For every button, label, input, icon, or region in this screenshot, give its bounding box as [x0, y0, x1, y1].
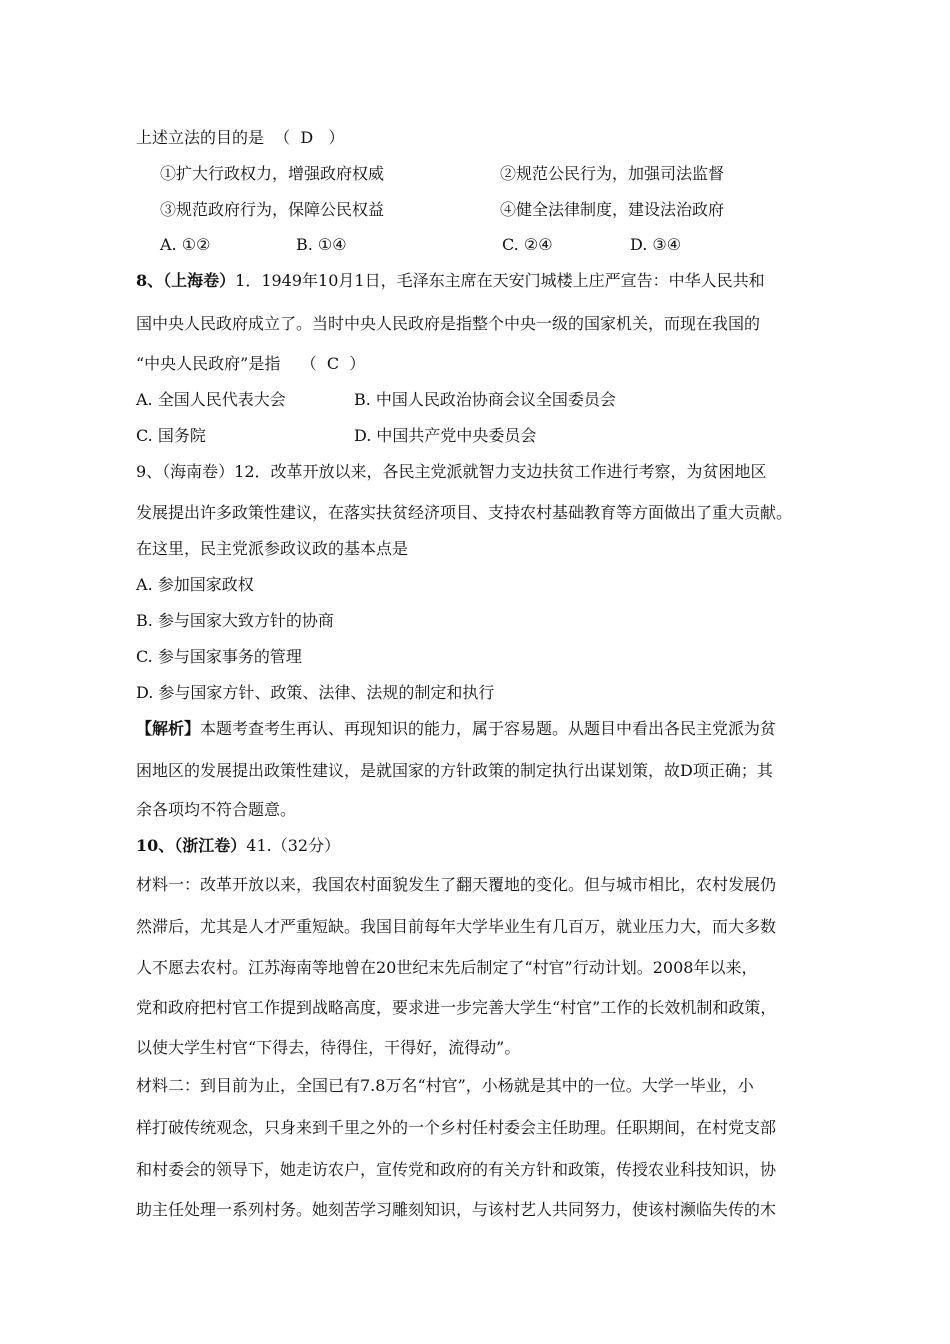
q10-material1-line-4: 党和政府把村官工作提到战略高度，要求进一步完善大学生“村官”工作的长效机制和政策，: [136, 998, 777, 1017]
q10-material1-line-5: 以使大学生村官“下得去，待得住，干得好，流得动”。: [136, 1038, 521, 1057]
q9-choice-b: B. 参与国家大致方针的协商: [136, 611, 334, 630]
q10-heading: [136, 836, 840, 856]
q10-material1-line-1: 材料一：改革开放以来，我国农村面貌发生了翻天覆地的变化。但与城市相比，农村发展仍: [136, 875, 777, 894]
q8-choice-b: B. 中国人民政治协商会议全国委员会: [354, 390, 616, 409]
q8-line-3: “中央人民政府”是指 （ C ）: [136, 354, 366, 373]
q10-material1-line-3: 人不愿去农村。江苏海南等地曾在20世纪末先后制定了“村官”行动计划。2008年以来，: [136, 958, 758, 977]
q9-analysis-line-1: [136, 719, 840, 739]
q10-material2-line-1: 材料二：到目前为止，全国已有7.8万名“村官”，小杨就是其中的一位。大学一毕业，小: [136, 1076, 754, 1095]
q9-analysis-text: 本题考查考生再认、再现知识的能力，属于容易题。从题目中看出各民主党派为贫: [200, 719, 777, 738]
q8-line-2: 国中央人民政府成立了。当时中央人民政府是指整个中央一级的国家机关，而现在我国的: [136, 314, 761, 333]
q7-option-2: ②规范公民行为，加强司法监督: [500, 164, 725, 183]
q9-choice-d: D. 参与国家方针、政策、法律、法规的制定和执行: [136, 683, 495, 702]
q9-line-3: 在这里，民主党派参政议政的基本点是: [136, 539, 409, 558]
q9-line-1: 9、（海南卷）12．改革开放以来，各民主党派就智力支边扶贫工作进行考察，为贫困地区: [136, 462, 767, 481]
q9-line-2: 发展提出许多政策性建议，在落实扶贫经济项目、支持农村基础教育等方面做出了重大贡献。: [136, 503, 793, 522]
q10-points: 41.（32分）: [246, 836, 341, 855]
q10-number: 10、（浙江卷）: [136, 836, 247, 855]
q7-option-3: ③规范政府行为，保障公民权益: [160, 200, 385, 219]
q7-option-4: ④健全法律制度，建设法治政府: [500, 200, 725, 219]
q8-number: 8、（上海卷）: [136, 271, 236, 290]
q9-choice-c: C. 参与国家事务的管理: [136, 647, 302, 666]
q8-choice-c: C. 国务院: [136, 426, 206, 445]
q8-line-1: [136, 271, 840, 291]
q8-line-1-text: 1．1949年10月1日，毛泽东主席在天安门城楼上庄严宣告：中华人民共和: [235, 271, 765, 290]
q8-choice-a: A. 全国人民代表大会: [136, 390, 286, 409]
q10-material1-line-2: 然滞后，尤其是人才严重短缺。我国目前每年大学毕业生有几百万，就业压力大，而大多数: [136, 917, 777, 936]
q9-analysis-line-3: 余各项均不符合题意。: [136, 800, 297, 819]
q7-choice-d: D. ③④: [630, 235, 682, 254]
q7-stem: 上述立法的目的是 （ D ）: [136, 128, 345, 147]
q7-choice-b: B. ①④: [296, 235, 347, 254]
q7-choice-c: C. ②④: [502, 235, 553, 254]
q10-material2-line-2: 样打破传统观念，只身来到千里之外的一个乡村任村委会主任助理。任职期间，在村党支部: [136, 1118, 777, 1137]
q9-analysis-tag: 【解析】: [136, 719, 201, 738]
q10-material2-line-3: 和村委会的领导下，她走访农户，宣传党和政府的有关方针和政策，传授农业科技知识，协: [136, 1160, 777, 1179]
q9-choice-a: A. 参加国家政权: [136, 575, 254, 594]
q8-choice-d: D. 中国共产党中央委员会: [354, 426, 537, 445]
q7-option-1: ①扩大行政权力，增强政府权威: [160, 164, 385, 183]
q7-choice-a: A. ①②: [160, 235, 211, 254]
q10-material2-line-4: 助主任处理一系列村务。她刻苦学习雕刻知识，与该村艺人共同努力，使该村濒临失传的木: [136, 1200, 777, 1219]
q9-analysis-line-2: 困地区的发展提出政策性建议，是就国家的方针政策的制定执行出谋划策，故D项正确；其: [136, 761, 773, 780]
